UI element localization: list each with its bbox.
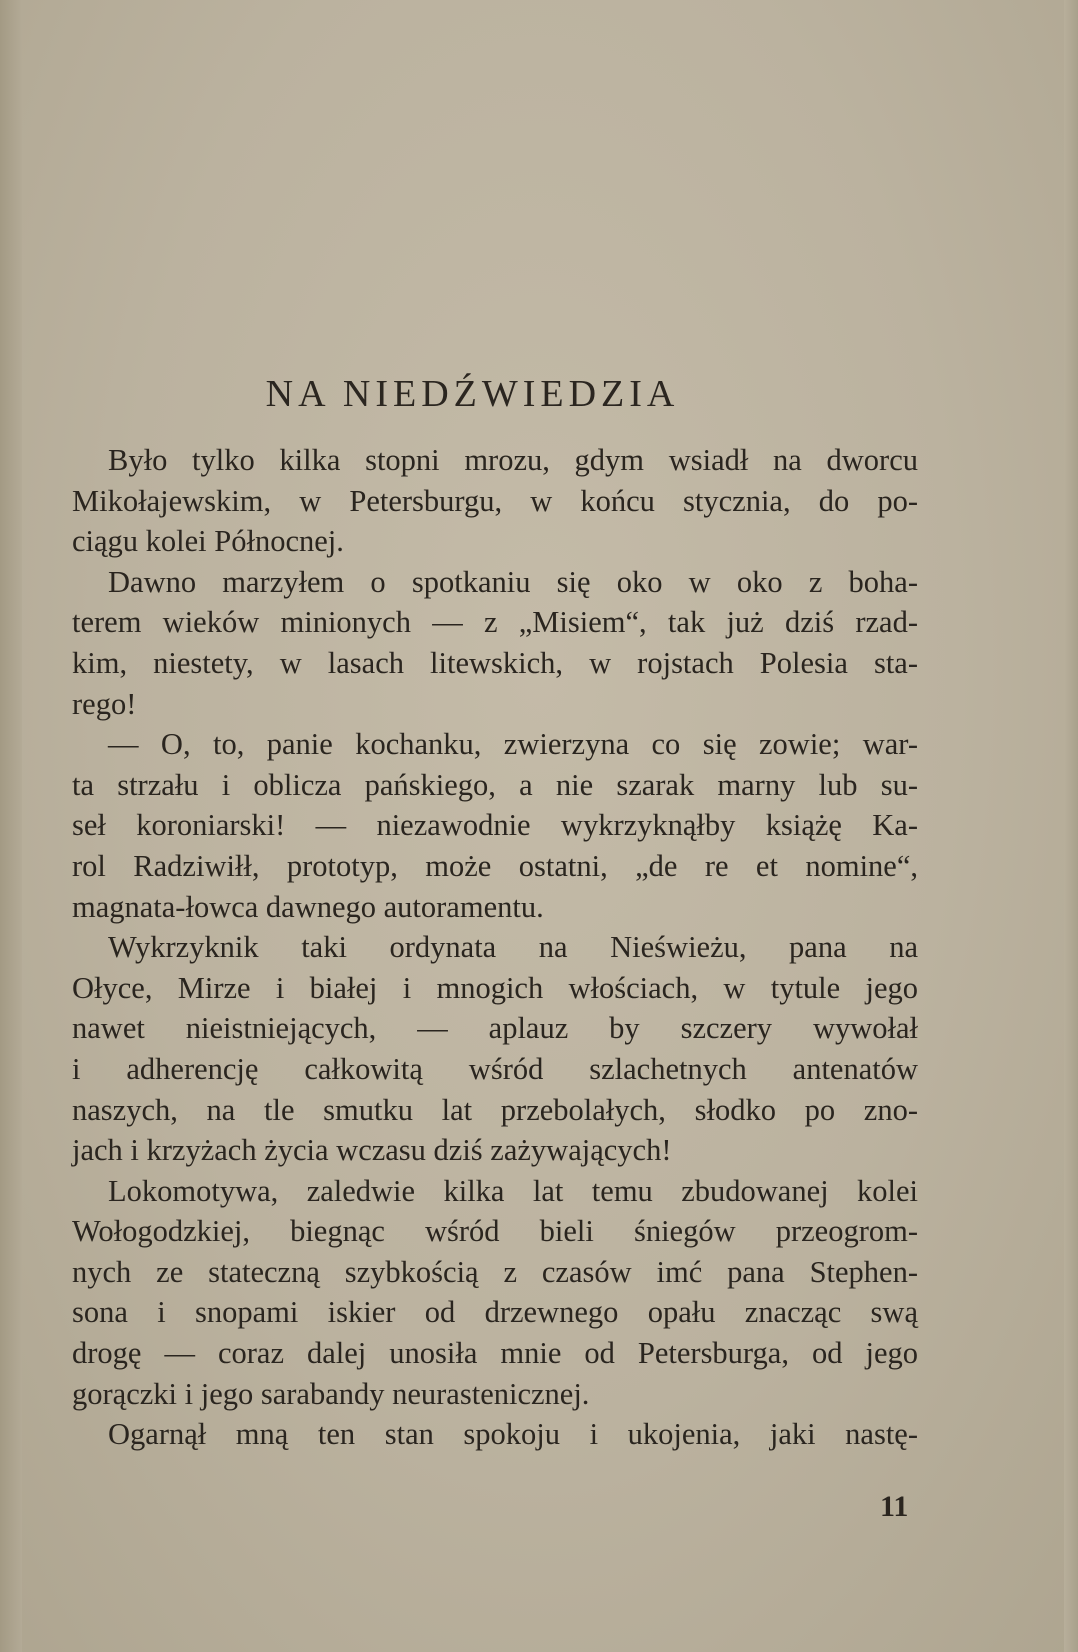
page-right-edge: [1064, 0, 1078, 1652]
text-line: — O, to, panie kochanku, zwierzyna co się zowie; war-: [108, 727, 918, 762]
text-line: Mikołajewskim, w Petersburgu, w końcu stycznia, do po-: [72, 483, 918, 518]
text-line: ta strzału i oblicza pańskiego, a nie szarak marny lub su-: [72, 767, 918, 802]
text-line: nych ze stateczną szybkością z czasów imć pana Stephen-: [72, 1254, 918, 1289]
text-line: naszych, na tle smutku lat przebolałych, słodko po zno-: [72, 1092, 918, 1127]
text-line: Wykrzyknik taki ordynata na Nieświeżu, pana na: [108, 930, 918, 965]
text-line: Dawno marzyłem o spotkaniu się oko w oko z boha-: [108, 564, 918, 599]
text-line: Było tylko kilka stopni mrozu, gdym wsiadł na dworcu: [108, 443, 918, 477]
text-line: sona i snopami iskier od drzewnego opału znacząc swą: [72, 1295, 918, 1330]
text-line: Ołyce, Mirze i białej i mnogich włościach, w tytule jego: [72, 970, 918, 1005]
text-line: nawet nieistniejących, — aplauz by szczery wywołał: [72, 1011, 918, 1046]
text-line: seł koroniarski! — niezawodnie wykrzyknąłby książę Ka-: [72, 808, 918, 843]
text-line: drogę — coraz dalej unosiła mnie od Petersburga, od jego: [72, 1336, 918, 1371]
chapter-title: NA NIEDŹWIEDZIA: [265, 373, 680, 415]
text-line: Ogarnął mną ten stan spokoju i ukojenia, jaki nastę-: [108, 1417, 918, 1452]
text-line: rego!: [72, 686, 137, 721]
text-line: i adherencję całkowitą wśród szlachetnych antenatów: [72, 1051, 918, 1086]
text-line: rol Radziwiłł, prototyp, może ostatni, „de re et nomine“,: [72, 848, 918, 883]
page-left-edge: [0, 0, 22, 1652]
text-line: gorączki i jego sarabandy neurastenicznej.: [72, 1376, 590, 1411]
text-line: terem wieków minionych — z „Misiem“, tak już dziś rzad-: [72, 605, 918, 640]
text-line: ciągu kolei Północnej.: [72, 524, 344, 559]
text-line: Lokomotywa, zaledwie kilka lat temu zbudowanej kolei: [108, 1173, 918, 1208]
text-line: Wołogodzkiej, biegnąc wśród bieli śniegów przeogrom-: [72, 1214, 918, 1249]
text-line: kim, niestety, w lasach litewskich, w rojstach Polesia sta-: [72, 645, 918, 680]
text-line: jach i krzyżach życia wczasu dziś zażywających!: [72, 1133, 672, 1168]
body-text: [72, 440, 918, 1455]
page-number: 11: [880, 1490, 909, 1523]
text-line: magnata-łowca dawnego autoramentu.: [72, 889, 544, 924]
